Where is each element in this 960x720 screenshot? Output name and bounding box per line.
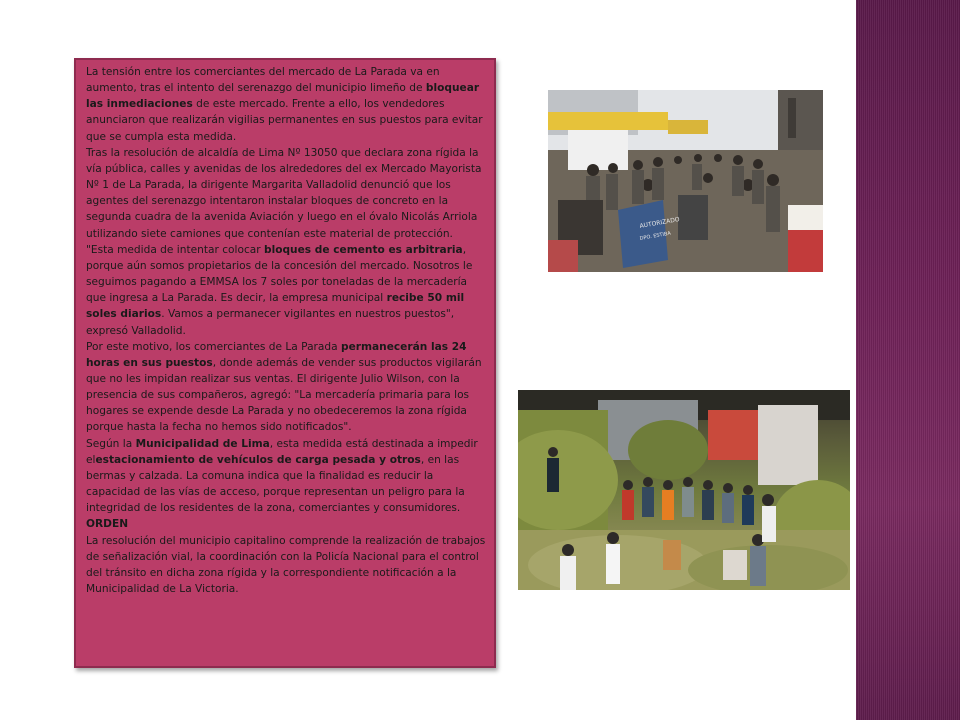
- paragraph-6: [86, 533, 488, 598]
- paragraph-5: [86, 436, 488, 517]
- paragraph-3-bold-2: recibe 50 mil soles diarios: [86, 292, 465, 321]
- section-heading: [86, 516, 488, 532]
- paragraph-3-text-end: . Vamos a permanecer vigilantes en nuestros puestos", expresó Valladolid.: [86, 308, 455, 337]
- paragraph-5-bold-1: Municipalidad de Lima: [135, 437, 270, 450]
- paragraph-1-text-end: de este mercado. Frente a ello, los vendedores anunciaron que realizarán vigilias permanentes en sus puestos para evitar que se cumpla esta medida.: [86, 98, 483, 143]
- article-text-box: [74, 58, 496, 668]
- section-heading-text: ORDEN: [86, 518, 129, 531]
- paragraph-5-text-end: , en las bermas y calzada. La comuna indica que la finalidad es reducir la capacidad de las vías de acceso, porque representan un peligro para la integridad de los residentes de la zona, comerciantes y consumidores.: [86, 453, 465, 515]
- paragraph-6-text: La resolución del municipio capitalino comprende la realización de trabajos de señalización vial, la coordinación con la Policía Nacional para el control del tránsito en dicha zona rígida y la correspondiente notificación a la Municipalidad de La Victoria.: [86, 534, 486, 595]
- decorative-sidebar: [856, 0, 960, 720]
- paragraph-3-text: "Esta medida de intentar colocar: [86, 243, 264, 256]
- paragraph-3-bold-1: bloques de cemento es arbitraria: [263, 243, 463, 256]
- paragraph-4-bold: permanecerán las 24 horas en sus puestos: [86, 340, 467, 369]
- paragraph-4-text: Por este motivo, los comerciantes de La Parada: [86, 340, 341, 353]
- paragraph-2-text: Tras la resolución de alcaldía de Lima Nº 13050 que declara zona rígida la vía pública, calles y avenidas de los alrededores del ex Mercado Mayorista Nº 1 de La Parada, la dirigente Margarita Valladolid denunció que los agentes del serenazgo intentaron instalar bloques de concreto en la segunda cuadra de la avenida Aviación y luego en el óvalo Nicolás Arriola utilizando siete camiones que contenían este material de protección.: [86, 146, 482, 240]
- paragraph-5-text-mid: , esta medida está destinada a impedir el: [86, 437, 478, 466]
- paragraph-4: [86, 339, 488, 436]
- paragraph-3: [86, 242, 488, 339]
- paragraph-1-bold: bloquear las inmediaciones: [86, 82, 480, 111]
- market-street-photo-image: [548, 90, 823, 272]
- corn-market-photo-image: [518, 390, 850, 590]
- paragraph-3-text-mid: , porque aún somos propietarios de la concesión del mercado. Nosotros le seguimos pagando a EMMSA los 7 soles por toneladas de la mercadería que ingresa a La Parada. Es decir, la empresa municipal: [86, 243, 473, 305]
- paragraph-4-text-end: , donde además de vender sus productos vigilarán que no les impidan realizar sus ventas. El dirigente Julio Wilson, con la presencia de sus compañeros, agregó: "La mercadería primaria para los hogares se expende desde La Parada y no obedeceremos la zona rígida porque hasta la fecha no hemos sido notificados".: [86, 356, 482, 434]
- article-body: [86, 64, 488, 597]
- paragraph-5-bold-2: estacionamiento de vehículos de carga pesada y otros: [95, 453, 421, 466]
- paragraph-2: [86, 145, 488, 242]
- paragraph-1: [86, 64, 488, 145]
- market-street-photo: [548, 90, 823, 272]
- cart-sign-text: AUTORIZADO: [639, 216, 681, 230]
- corn-market-photo: [518, 390, 850, 590]
- cart-sign-text-2: DPO. ESTIBA: [639, 230, 672, 242]
- paragraph-5-text: Según la: [86, 437, 136, 450]
- paragraph-1-text: La tensión entre los comerciantes del mercado de La Parada va en aumento, tras el intento del serenazgo del municipio limeño de: [86, 66, 440, 95]
